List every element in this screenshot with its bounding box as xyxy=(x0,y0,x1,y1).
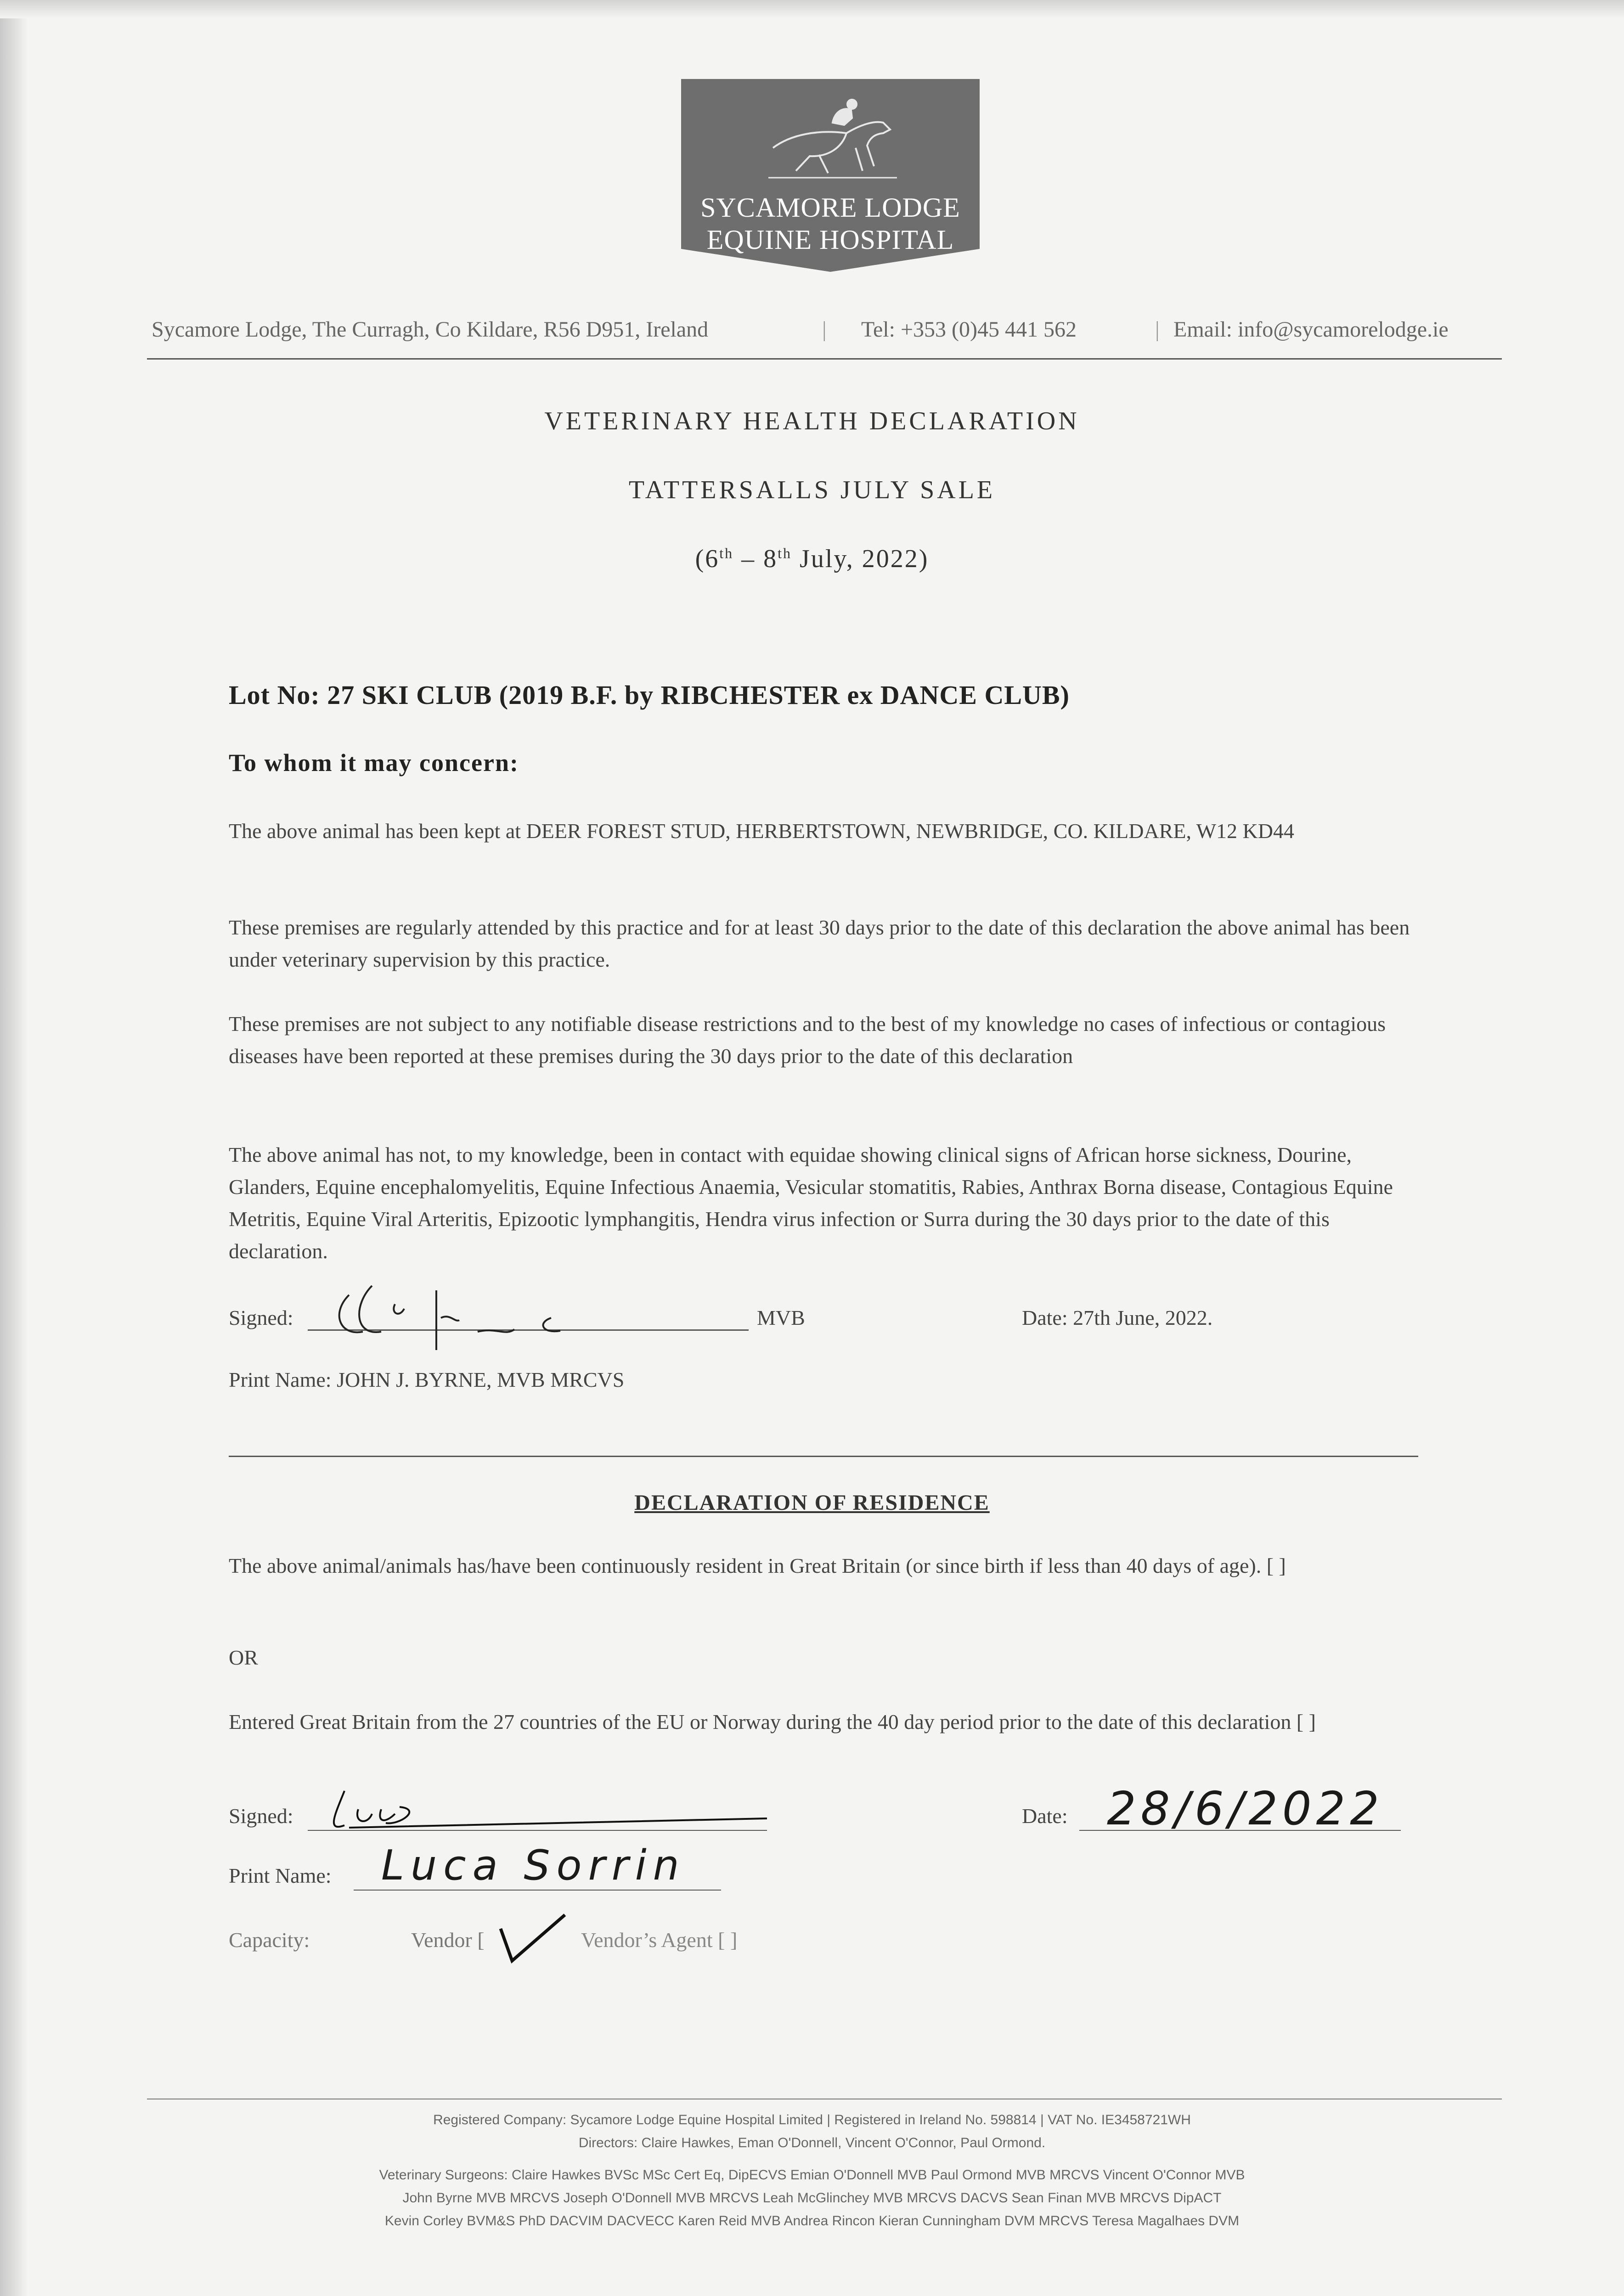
vet-print-name: Print Name: JOHN J. BYRNE, MVB MRCVS xyxy=(229,1368,625,1391)
dates-sup-1: th xyxy=(719,545,734,562)
seller-signature xyxy=(317,1782,776,1837)
logo-line-2: EQUINE HOSPITAL xyxy=(706,225,954,255)
capacity-vendor-agent: Vendor’s Agent [ ] xyxy=(581,1928,738,1952)
contact-line xyxy=(152,317,1502,349)
paragraph-premises: The above animal has been kept at DEER FOREST STUD, HERBERTSTOWN, NEWBRIDGE, CO. KILDARE, W12 KD44 xyxy=(229,819,1294,843)
header-divider xyxy=(147,358,1502,360)
telephone: Tel: +353 (0)45 441 562 xyxy=(861,317,1077,342)
seller-signed-label: Signed: xyxy=(229,1804,293,1828)
residence-option-1: The above animal/animals has/have been continuously resident in Great Britain (or since birth if less than 40 days of age). [ ] xyxy=(229,1554,1286,1577)
vet-signature-date: Date: 27th June, 2022. xyxy=(1022,1306,1213,1329)
seller-print-label: Print Name: xyxy=(229,1864,332,1887)
separator: | xyxy=(822,317,827,342)
scan-edge-shadow xyxy=(0,0,28,2296)
sale-dates xyxy=(0,544,1624,574)
vendor-checkmark-icon xyxy=(496,1910,570,1965)
dates-sup-2: th xyxy=(778,545,792,562)
vet-signature-suffix: MVB xyxy=(757,1306,805,1329)
paragraph-supervision: These premises are regularly attended by this practice and for at least 30 days prior to the date of this declaration the above animal has been under veterinary supervision by this practice. xyxy=(229,916,1410,971)
address: Sycamore Lodge, The Curragh, Co Kildare, R56 D951, Ireland xyxy=(152,317,709,342)
footer-registration: Registered Company: Sycamore Lodge Equine Hospital Limited | Registered in Ireland No. 598814 | VAT No. IE3458721WH xyxy=(433,2112,1191,2127)
vet-signed-label: Signed: xyxy=(229,1306,293,1329)
seller-date-handwritten: 28/6/2022 xyxy=(1107,1782,1384,1835)
hospital-logo xyxy=(681,79,980,272)
logo-line-1: SYCAMORE LODGE xyxy=(700,192,960,223)
seller-print-handwritten: Luca Sorrin xyxy=(381,1841,686,1890)
separator: | xyxy=(1155,317,1160,342)
footer-vets-1: Veterinary Surgeons: Claire Hawkes BVSc MSc Cert Eq, DipECVS Emian O'Donnell MVB Paul Ormond MVB MRCVS Vincent O'Connor MVB xyxy=(379,2167,1245,2183)
vendor-label: Vendor [ xyxy=(411,1928,485,1952)
footer-vets-3: Kevin Corley BVM&S PhD DACVIM DACVECC Karen Reid MVB Andrea Rincon Kieran Cunningham DVM MRCVS Teresa Magalhaes DVM xyxy=(384,2213,1240,2228)
salutation: To whom it may concern: xyxy=(229,749,519,777)
paragraph-contact: The above animal has not, to my knowledge, been in contact with equidae showing clinical signs of African horse sickness, Dourine, Glanders, Equine encephalomyelitis, Equine Infectious Anaemia, Vesicular stomatitis, Rabies, Anthrax Borna disease, Contagious Equine Metritis, Equine Viral Arteritis, Epizootic lymphangitis, Hendra virus infection or Surra during the 30 days prior to the date of this declaration. xyxy=(229,1143,1393,1263)
residence-option-2: Entered Great Britain from the 27 countries of the EU or Norway during the 40 day period prior to the date of this declaration [ ] xyxy=(229,1710,1316,1733)
dates-mid: – 8 xyxy=(733,545,778,573)
footer-directors: Directors: Claire Hawkes, Eman O'Donnell, Vincent O'Connor, Paul Ormond. xyxy=(578,2135,1046,2150)
seller-print-line xyxy=(354,1890,721,1891)
paragraph-disease-restrictions: These premises are not subject to any notifiable disease restrictions and to the best of my knowledge no cases of infectious or contagious diseases have been reported at these premises during the 30 days prior to the date of this declaration xyxy=(229,1012,1386,1068)
dates-open: (6 xyxy=(695,545,720,573)
lot-line: Lot No: 27 SKI CLUB (2019 B.F. by RIBCHESTER ex DANCE CLUB) xyxy=(229,680,1070,710)
dates-close: July, 2022) xyxy=(792,545,929,573)
seller-date-label: Date: xyxy=(1022,1804,1068,1828)
sale-title: TATTERSALLS JULY SALE xyxy=(628,476,996,504)
footer-vets-2: John Byrne MVB MRCVS Joseph O'Donnell MVB MRCVS Leah McGlinchey MVB MRCVS DACVS Sean Finan MVB MRCVS DipACT xyxy=(402,2190,1222,2206)
residence-or: OR xyxy=(229,1646,258,1669)
residence-heading: DECLARATION OF RESIDENCE xyxy=(634,1491,990,1515)
email: Email: info@sycamorelodge.ie xyxy=(1173,317,1449,342)
capacity-label: Capacity: xyxy=(229,1928,310,1952)
vet-signature xyxy=(321,1277,689,1359)
section-divider xyxy=(229,1456,1418,1457)
scan-edge-shadow-top xyxy=(0,0,1624,18)
document-title: VETERINARY HEALTH DECLARATION xyxy=(544,407,1080,435)
